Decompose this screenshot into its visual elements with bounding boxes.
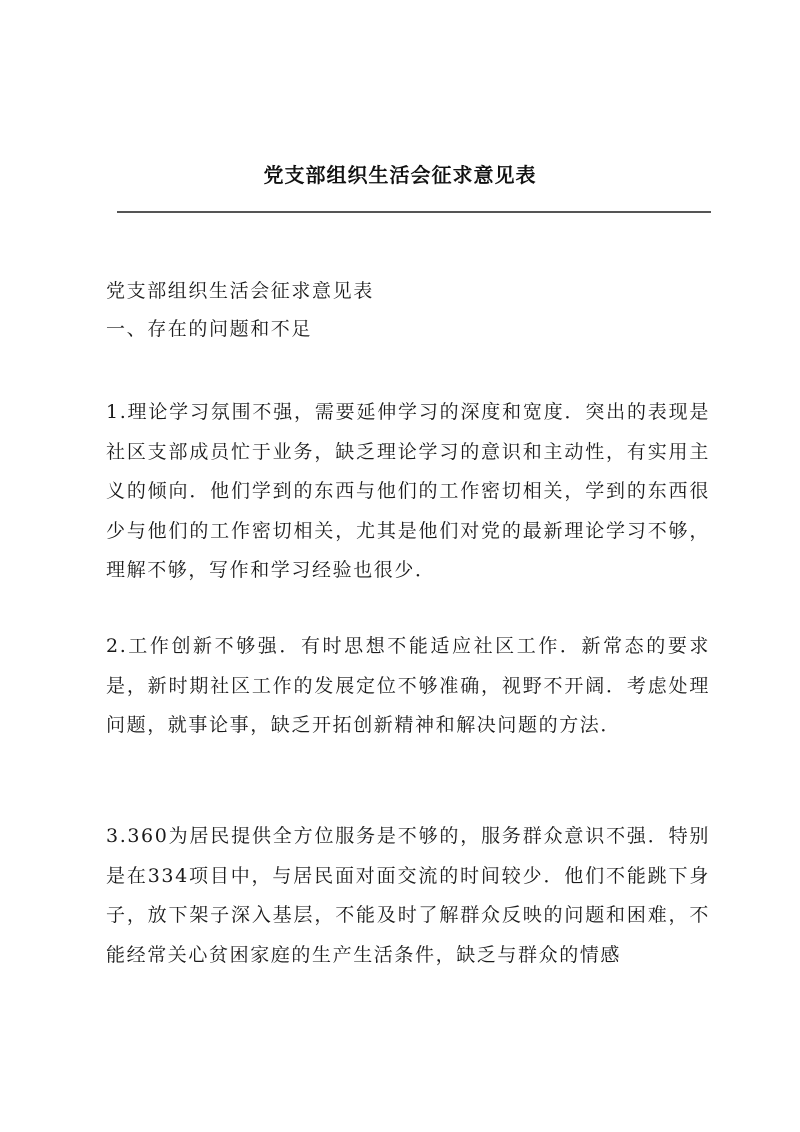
document-title: 党支部组织生活会征求意见表 (263, 163, 537, 187)
document-subtitle: 党支部组织生活会征求意见表 (106, 280, 374, 302)
paragraph-block-3 (106, 817, 710, 975)
section-heading: 一、存在的问题和不足 (106, 318, 313, 340)
paragraph-block-1 (106, 393, 710, 591)
paragraph: 3.360为居民提供全方位服务是不够的，服务群众意识不强．特别是在334项目中，与居民面对面交流的时间较少．他们不能跳下身子，放下架子深入基层，不能及时了解群众反映的问题和困难，不能经常关心贫困家庭的生产生活条件，缺乏与群众的情感 (106, 825, 710, 966)
paragraph: 1.理论学习氛围不强，需要延伸学习的深度和宽度．突出的表现是社区支部成员忙于业务，缺乏理论学习的意识和主动性，有实用主义的倾向．他们学到的东西与他们的工作密切相关，学到的东西很少与他们的工作密切相关，尤其是他们对党的最新理论学习不够，理解不够，写作和学习经验也很少． (106, 401, 710, 581)
intro-block (106, 272, 710, 348)
paragraph-block-2 (106, 627, 710, 746)
paragraph: 2.工作创新不够强．有时思想不能适应社区工作．新常态的要求是，新时期社区工作的发展定位不够准确，视野不开阔．考虑处理问题，就事论事，缺乏开拓创新精神和解决问题的方法． (106, 635, 710, 736)
title-divider (117, 211, 711, 213)
